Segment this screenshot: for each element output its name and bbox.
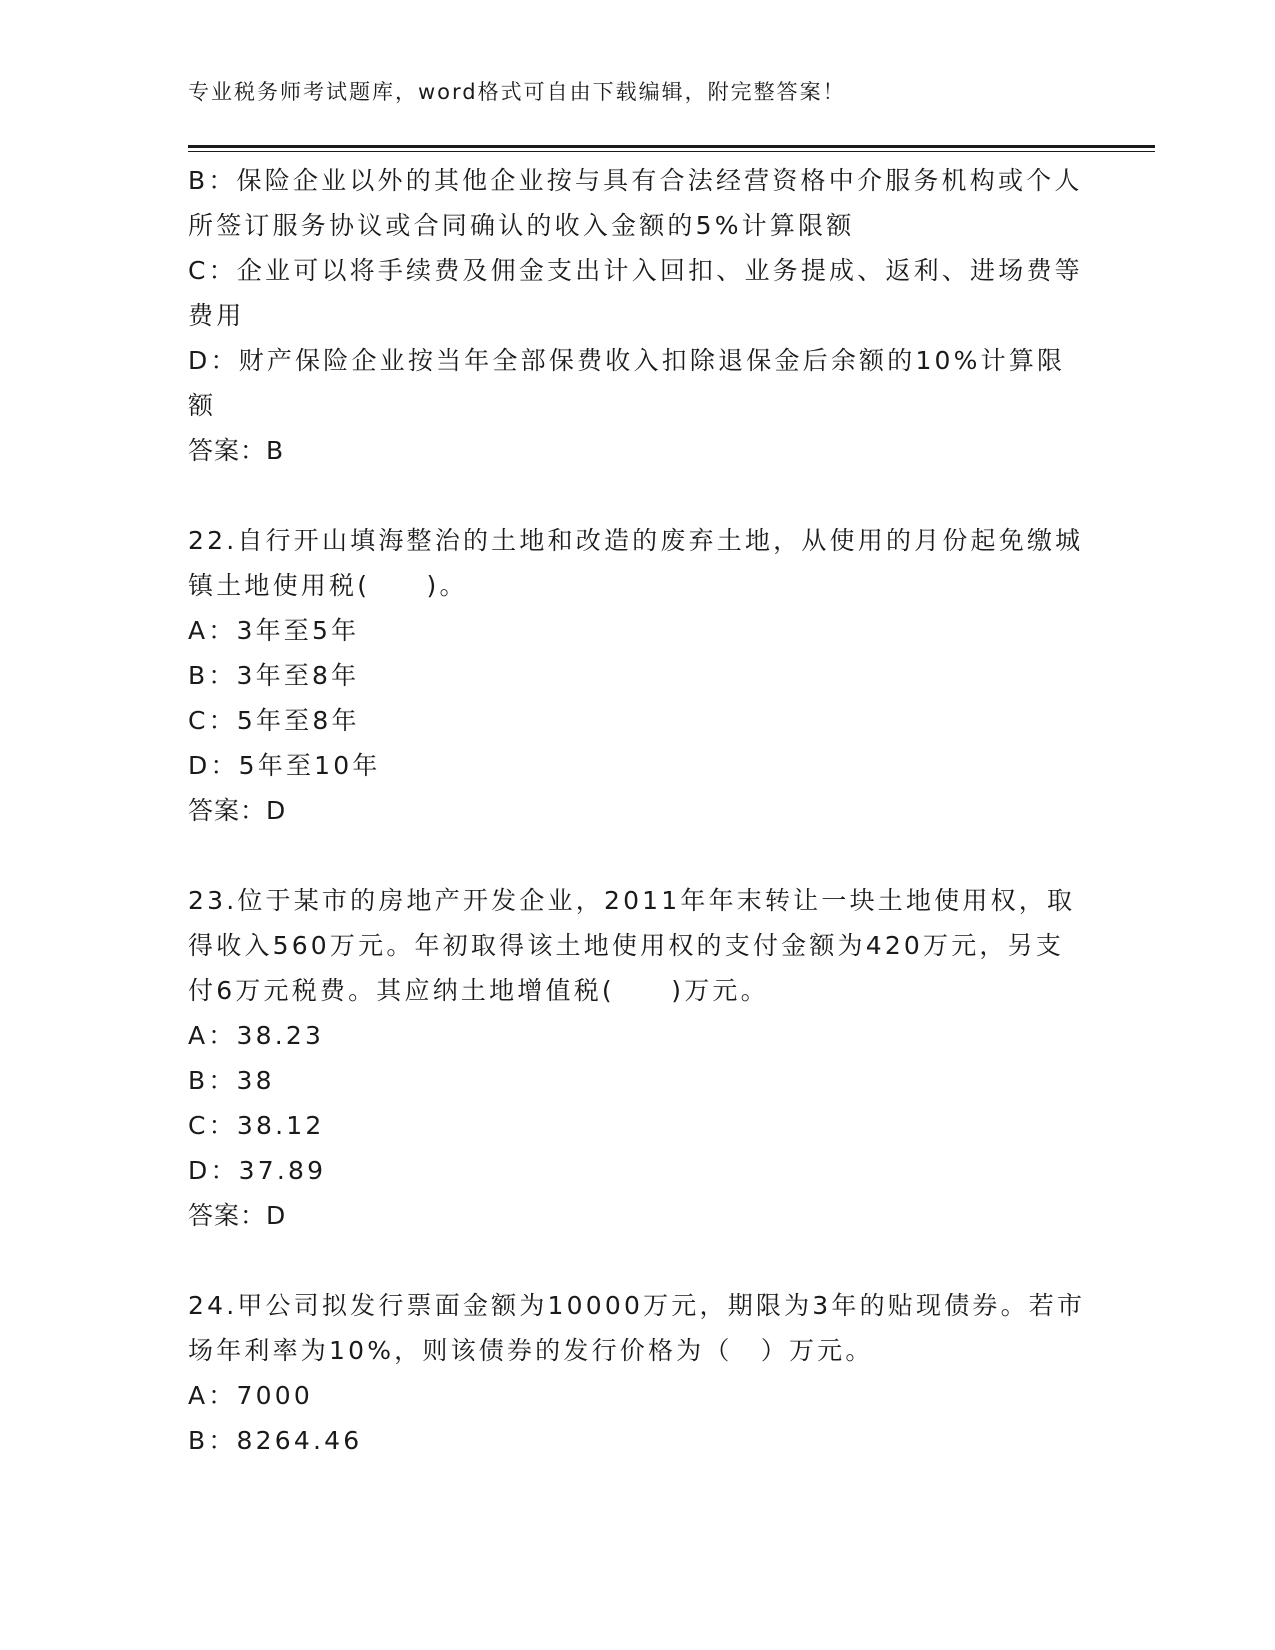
q21-option-d: D：财产保险企业按当年全部保费收入扣除退保金后余额的10%计算限额 xyxy=(188,346,1066,420)
q22-stem: 22.自行开山填海整治的土地和改造的废弃土地，从使用的月份起免缴城镇土地使用税( )。 xyxy=(188,526,1084,600)
q21-answer: 答案：B xyxy=(188,436,285,465)
q22-option-d: D：5年至10年 xyxy=(188,751,381,780)
question-content xyxy=(188,158,1088,1463)
q23-option-b: B：38 xyxy=(188,1066,275,1095)
q23-option-d: D：37.89 xyxy=(188,1156,327,1185)
header-rule-thin xyxy=(188,151,1155,152)
q23-option-c: C：38.12 xyxy=(188,1111,325,1140)
q22-option-c: C：5年至8年 xyxy=(188,706,360,735)
page-header: 专业税务师考试题库，word格式可自由下载编辑，附完整答案！ xyxy=(188,80,846,104)
spacer xyxy=(188,1238,1088,1283)
q23-stem: 23.位于某市的房地产开发企业，2011年年末转让一块土地使用权，取得收入560万元。年初取得该土地使用权的支付金额为420万元，另支付6万元税费。其应纳土地增值税( )万元。 xyxy=(188,886,1076,1005)
q24-option-a: A：7000 xyxy=(188,1381,313,1410)
q22-option-b: B：3年至8年 xyxy=(188,661,360,690)
spacer xyxy=(188,473,1088,518)
q22-option-a: A：3年至5年 xyxy=(188,616,360,645)
q21-option-c: C：企业可以将手续费及佣金支出计入回扣、业务提成、返利、进场费等费用 xyxy=(188,256,1083,330)
q21-option-b: B：保险企业以外的其他企业按与具有合法经营资格中介服务机构或个人所签订服务协议或合同确认的收入金额的5%计算限额 xyxy=(188,166,1083,240)
q24-stem: 24.甲公司拟发行票面金额为10000万元，期限为3年的贴现债券。若市场年利率为10%，则该债券的发行价格为（ ）万元。 xyxy=(188,1291,1086,1365)
q24-option-b: B：8264.46 xyxy=(188,1426,363,1455)
q23-option-a: A：38.23 xyxy=(188,1021,325,1050)
header-rule-thick xyxy=(188,145,1155,148)
spacer xyxy=(188,833,1088,878)
q23-answer: 答案：D xyxy=(188,1201,287,1230)
q22-answer: 答案：D xyxy=(188,796,287,825)
